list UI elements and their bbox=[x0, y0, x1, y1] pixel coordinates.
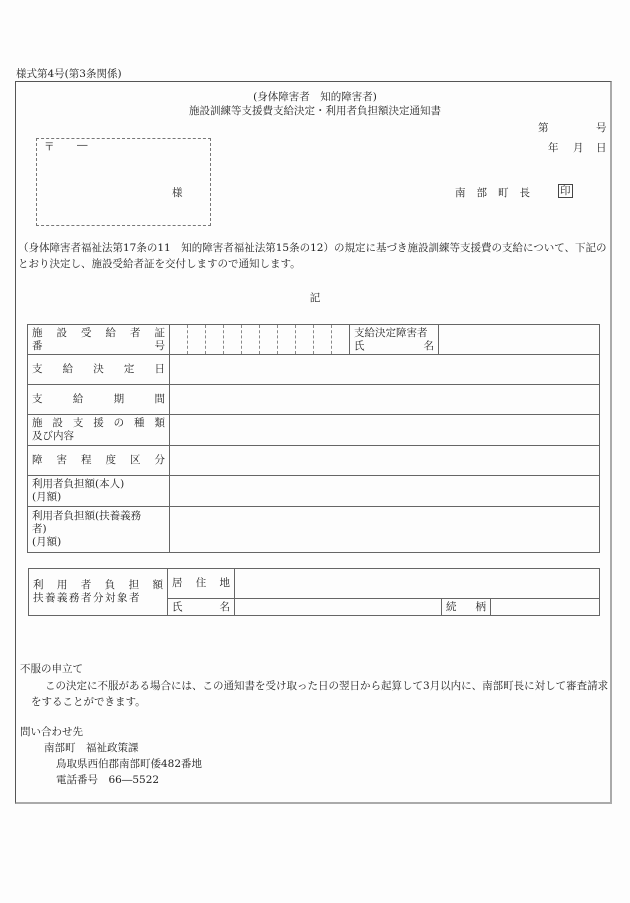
label-char: 度 bbox=[105, 454, 116, 466]
label-char: 日 bbox=[154, 363, 165, 375]
cert-digit-cell[interactable] bbox=[206, 325, 224, 355]
label-char: 給 bbox=[62, 363, 74, 375]
form-id: 様式第4号(第3条関係) bbox=[16, 68, 122, 80]
contact-heading: 問い合わせ先 bbox=[20, 726, 83, 738]
decision-table bbox=[27, 324, 600, 553]
honorific: 様 bbox=[172, 187, 183, 199]
guardian-table bbox=[28, 568, 600, 616]
cert-digit-cell[interactable] bbox=[260, 325, 278, 355]
label-char: 設 bbox=[56, 326, 67, 339]
document-subtitle: (身体障害者 知的障害者) bbox=[253, 91, 377, 103]
label-line: 利用者負担額(扶養義務 bbox=[32, 510, 142, 522]
issuer-char: 町 bbox=[498, 187, 509, 199]
label-char: 住 bbox=[195, 577, 207, 589]
label-char: 用 bbox=[56, 579, 68, 591]
residence-value[interactable] bbox=[235, 569, 600, 599]
cert-digit-cell[interactable] bbox=[278, 325, 296, 355]
label-char: 氏 bbox=[172, 600, 183, 613]
address-box bbox=[36, 138, 211, 226]
label-line bbox=[172, 577, 230, 590]
cert-digit-cell[interactable] bbox=[314, 325, 332, 355]
date-year: 年 bbox=[548, 142, 559, 154]
label-char: 障 bbox=[32, 454, 43, 466]
disability-level-value[interactable] bbox=[170, 446, 600, 476]
label-char: 番 bbox=[32, 339, 43, 352]
label-char: 受 bbox=[81, 326, 92, 339]
payment-period-label bbox=[28, 385, 170, 415]
label-char: 証 bbox=[154, 326, 165, 339]
guardian-name-label bbox=[168, 599, 235, 616]
cert-digit-cell[interactable] bbox=[296, 325, 314, 355]
label-char: 区 bbox=[130, 454, 141, 466]
issuer-char: 部 bbox=[476, 187, 487, 199]
person-name-value[interactable] bbox=[439, 325, 600, 355]
label-char: 支 bbox=[32, 363, 43, 375]
label-line: 者) bbox=[32, 523, 47, 535]
guardian-name-value[interactable] bbox=[235, 599, 442, 616]
label-line bbox=[446, 601, 486, 614]
residence-label bbox=[168, 569, 235, 599]
label-char: 名 bbox=[219, 600, 230, 613]
seal-mark: 印 bbox=[560, 185, 571, 197]
label-char: 担 bbox=[128, 579, 140, 591]
objection-heading: 不服の申立て bbox=[20, 663, 83, 675]
label-char: 柄 bbox=[475, 600, 486, 613]
label-char: 期 bbox=[113, 393, 125, 405]
disability-level-label bbox=[28, 446, 170, 476]
postal-dash: ― bbox=[77, 139, 88, 151]
label-char: 害 bbox=[56, 454, 67, 466]
label-char: 利 bbox=[33, 579, 44, 591]
label-line bbox=[172, 601, 230, 614]
issuer-name bbox=[455, 185, 530, 200]
label-char: 定 bbox=[123, 363, 135, 375]
objection-text: この決定に不服がある場合には、この通知書を受け取った日の翌日から起算して3月以内に、南部町長に対して審査請求をすることができます。 bbox=[31, 680, 609, 708]
label-char: 程 bbox=[81, 454, 92, 466]
label-char: 号 bbox=[154, 339, 165, 352]
label-char: 者 bbox=[80, 579, 92, 591]
person-name-label bbox=[350, 325, 439, 355]
label-line: (月額) bbox=[32, 536, 62, 548]
payment-period-value[interactable] bbox=[170, 385, 600, 415]
label-char: 分 bbox=[154, 454, 165, 466]
label-line bbox=[32, 393, 165, 406]
issuer-char: 南 bbox=[455, 187, 466, 199]
date-month: 月 bbox=[573, 142, 584, 154]
document-title: 施設訓練等支援費支給決定・利用者負担額決定通知書 bbox=[189, 105, 441, 117]
label-char: の bbox=[113, 417, 125, 429]
label-char: 名 bbox=[423, 339, 434, 352]
cert-number-label bbox=[28, 325, 170, 355]
label-char: 居 bbox=[172, 577, 183, 589]
self-burden-label bbox=[28, 476, 170, 507]
cert-digit-cell[interactable] bbox=[188, 325, 206, 355]
postal-mark: 〒 bbox=[44, 141, 55, 153]
label-char: 種 bbox=[134, 417, 145, 429]
support-type-value[interactable] bbox=[170, 415, 600, 446]
guardian-burden-label bbox=[28, 507, 170, 553]
label-char: 地 bbox=[219, 577, 230, 589]
label-char: 支 bbox=[72, 417, 84, 429]
label-char: 設 bbox=[52, 417, 63, 429]
label-line bbox=[32, 363, 165, 376]
guardian-target-label bbox=[29, 569, 168, 616]
cert-digit-cell[interactable] bbox=[224, 325, 242, 355]
label-line bbox=[354, 340, 434, 353]
label-line bbox=[32, 417, 165, 430]
label-char: 施 bbox=[32, 326, 43, 339]
label-line bbox=[33, 579, 163, 592]
contact-address: 鳥取県西伯郡南部町倭482番地 bbox=[56, 758, 203, 770]
decision-date-value[interactable] bbox=[170, 355, 600, 385]
label-line: 扶養義務者分対象者 bbox=[33, 592, 141, 604]
ki-label: 記 bbox=[309, 292, 321, 304]
cert-digit-cell[interactable] bbox=[170, 325, 188, 355]
guardian-burden-value[interactable] bbox=[170, 507, 600, 553]
contact-office: 南部町 福祉政策課 bbox=[44, 742, 139, 754]
cert-digit-cell[interactable] bbox=[332, 325, 350, 355]
label-char: 負 bbox=[104, 579, 116, 591]
label-char: 間 bbox=[154, 393, 165, 405]
number-suffix: 号 bbox=[596, 122, 607, 134]
issuer-char: 長 bbox=[519, 187, 530, 199]
label-line: (月額) bbox=[32, 491, 62, 503]
label-line: 利用者負担額(本人) bbox=[32, 478, 125, 490]
label-char: 額 bbox=[152, 579, 163, 591]
label-line: 及び内容 bbox=[32, 430, 74, 442]
support-type-label bbox=[28, 415, 170, 446]
label-char: 類 bbox=[154, 417, 165, 429]
label-line bbox=[32, 340, 165, 353]
label-line: 支給決定障害者 bbox=[354, 326, 428, 339]
label-char: 給 bbox=[72, 393, 84, 405]
decision-date-label bbox=[28, 355, 170, 385]
label-char: 続 bbox=[446, 600, 457, 613]
self-burden-value[interactable] bbox=[170, 476, 600, 507]
label-line bbox=[32, 327, 165, 340]
label-char: 決 bbox=[93, 363, 104, 375]
label-char: 者 bbox=[130, 326, 141, 339]
cert-digit-cell[interactable] bbox=[242, 325, 260, 355]
label-char: 施 bbox=[32, 417, 43, 429]
contact-phone: 電話番号 66―5522 bbox=[56, 774, 160, 786]
label-char: 給 bbox=[105, 326, 116, 339]
relation-label bbox=[442, 599, 491, 616]
relation-value[interactable] bbox=[491, 599, 600, 616]
label-line bbox=[32, 454, 165, 467]
label-char: 支 bbox=[32, 393, 43, 405]
number-prefix: 第 bbox=[538, 122, 549, 134]
label-char: 氏 bbox=[354, 339, 365, 352]
date-day: 日 bbox=[596, 142, 607, 154]
body-text: （身体障害者福祉法第17条の11 知的障害者福祉法第15条の12）の規定に基づき施設訓練等支援費の支給について、下記のとおり決定し、施設受給者証を交付しますので通知します。 bbox=[18, 242, 607, 270]
label-char: 援 bbox=[93, 417, 104, 429]
